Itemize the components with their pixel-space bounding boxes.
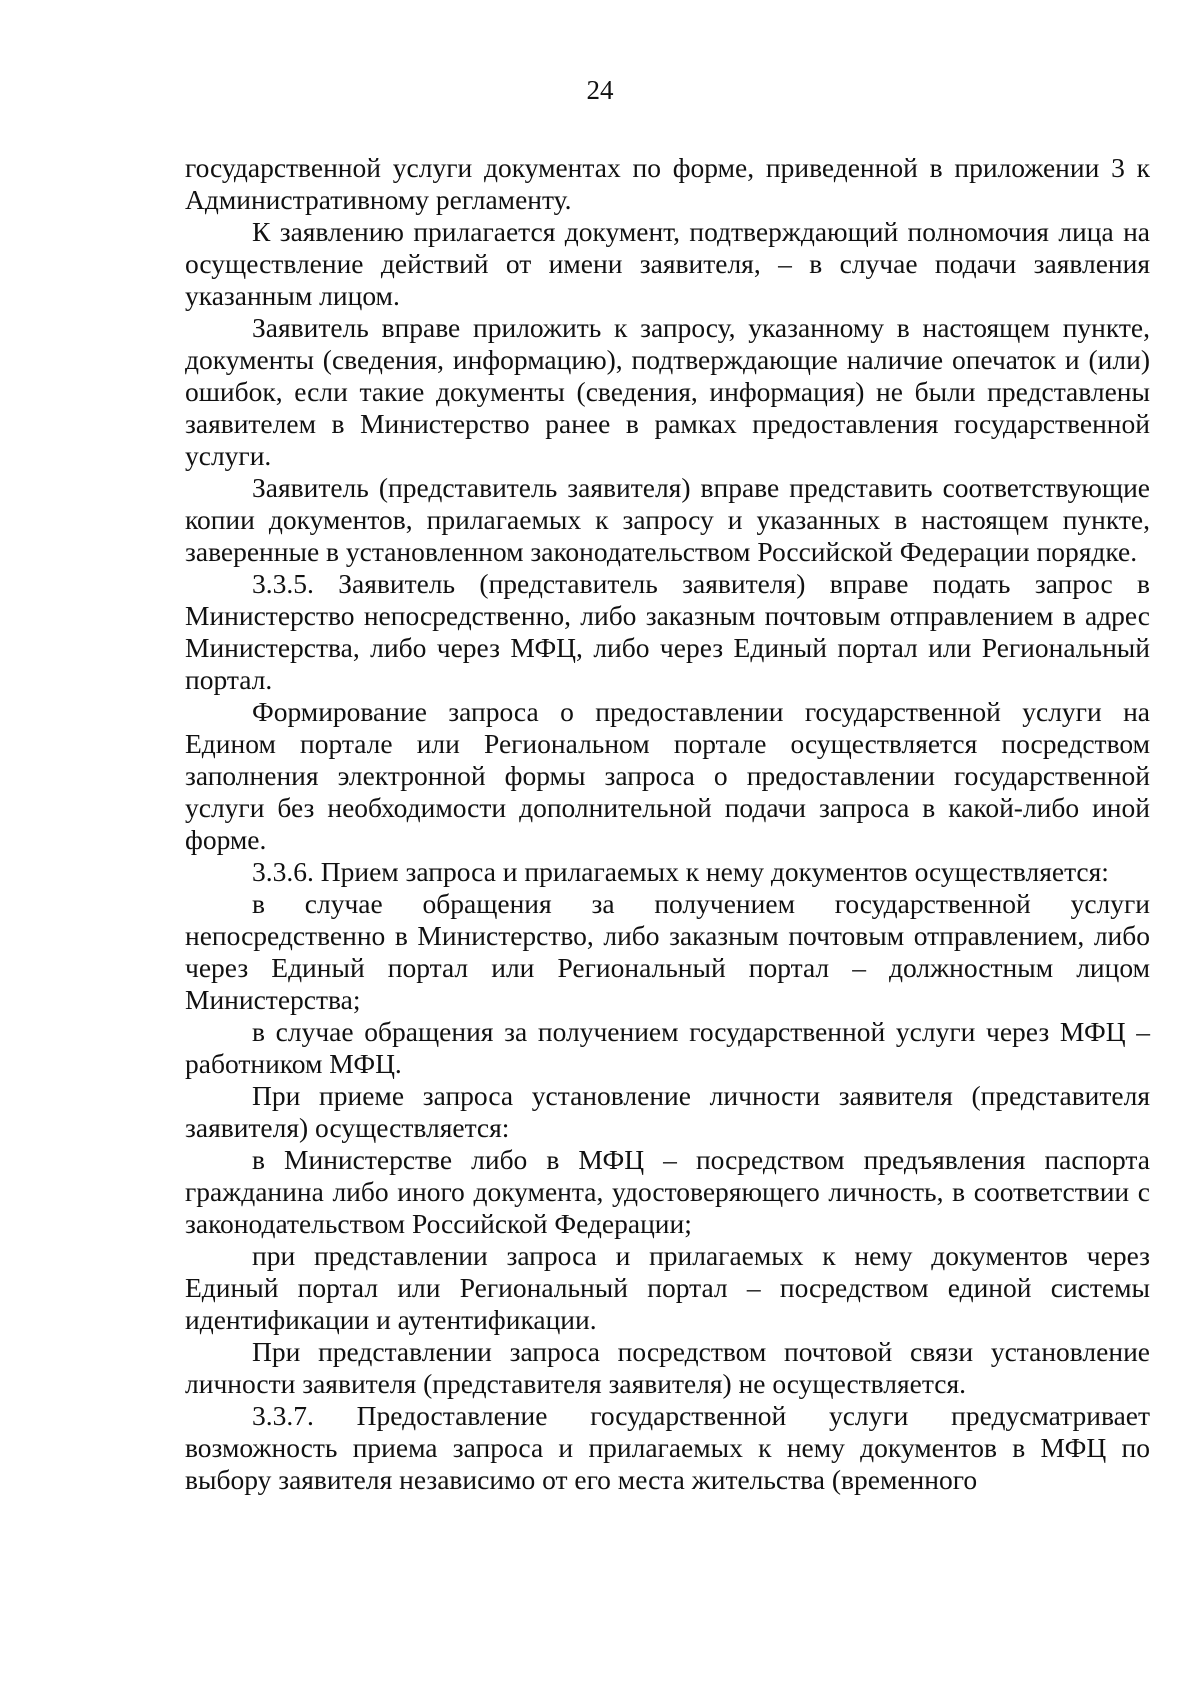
paragraph: К заявлению прилагается документ, подтверждающий полномочия лица на осуществление действий от имени заявителя, – в случае подачи заявления указанным лицом. xyxy=(185,216,1150,311)
paragraph: в случае обращения за получением государственной услуги непосредственно в Министерство, либо заказным почтовым отправлением, либо через Единый портал или Региональный портал – должностным лицом Министерства; xyxy=(185,888,1150,1015)
paragraph: Заявитель вправе приложить к запросу, указанному в настоящем пункте, документы (сведения, информацию), подтверждающие наличие опечаток и (или) ошибок, если такие документы (сведения, информация) не были представлены заявителем в Министерство ранее в рамках предоставления государственной услуги. xyxy=(185,312,1150,471)
paragraph: государственной услуги документах по форме, приведенной в приложении 3 к Административному регламенту. xyxy=(185,152,1150,215)
paragraph: При представлении запроса посредством почтовой связи установление личности заявителя (представителя заявителя) не осуществляется. xyxy=(185,1336,1150,1399)
paragraph: в Министерстве либо в МФЦ – посредством предъявления паспорта гражданина либо иного документа, удостоверяющего личность, в соответствии с законодательством Российской Федерации; xyxy=(185,1144,1150,1239)
paragraph: 3.3.7. Предоставление государственной услуги предусматривает возможность приема запроса и прилагаемых к нему документов в МФЦ по выбору заявителя независимо от его места жительства (временного xyxy=(185,1400,1150,1495)
paragraph: Заявитель (представитель заявителя) вправе представить соответствующие копии документов, прилагаемых к запросу и указанных в настоящем пункте, заверенные в установленном законодательством Российской Федерации порядке. xyxy=(185,472,1150,567)
paragraph: 3.3.5. Заявитель (представитель заявителя) вправе подать запрос в Министерство непосредственно, либо заказным почтовым отправлением в адрес Министерства, либо через МФЦ, либо через Единый портал или Региональный портал. xyxy=(185,568,1150,695)
paragraph: при представлении запроса и прилагаемых к нему документов через Единый портал или Региональный портал – посредством единой системы идентификации и аутентификации. xyxy=(185,1240,1150,1335)
document-body xyxy=(185,152,1150,1496)
paragraph: в случае обращения за получением государственной услуги через МФЦ – работником МФЦ. xyxy=(185,1016,1150,1079)
page-number: 24 xyxy=(586,75,614,105)
paragraph: Формирование запроса о предоставлении государственной услуги на Едином портале или Региональном портале осуществляется посредством заполнения электронной формы запроса о предоставлении государственной услуги без необходимости дополнительной подачи запроса в какой-либо иной форме. xyxy=(185,696,1150,855)
paragraph: 3.3.6. Прием запроса и прилагаемых к нему документов осуществляется: xyxy=(252,856,1109,887)
paragraph: При приеме запроса установление личности заявителя (представителя заявителя) осуществляется: xyxy=(185,1080,1150,1143)
